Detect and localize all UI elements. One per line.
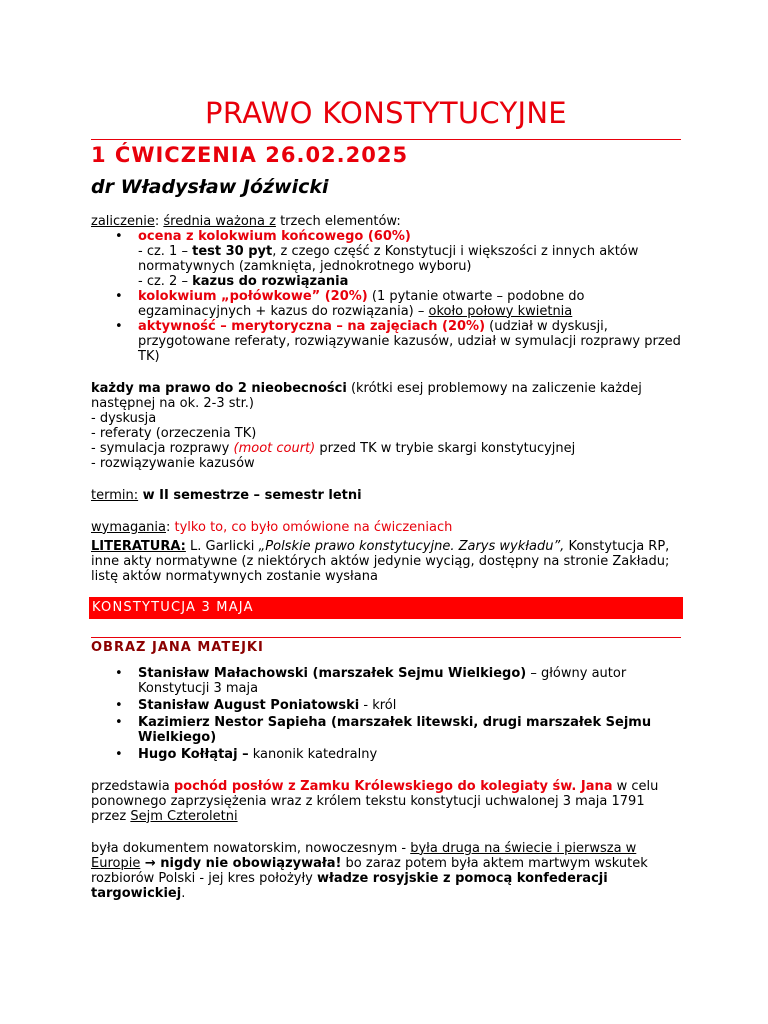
- document-content: [91, 96, 681, 901]
- obraz-list: [91, 666, 681, 762]
- arrow-right-icon: →: [140, 855, 161, 871]
- zaliczenie-list: [91, 229, 681, 364]
- absence-line: - symulacja rozprawy (moot court) przed TK w trybie skargi konstytucyjnej: [91, 440, 576, 456]
- section-heading-cwiczenia: 1 ĆWICZENIA 26.02.2025: [91, 142, 409, 167]
- wymagania-paragraph: wymagania: tylko to, co było omówione na ćwiczeniach: [91, 519, 453, 535]
- list-item-head: aktywność – merytoryczna – na zajęciach (20%): [138, 318, 486, 334]
- list-item: • aktywność – merytoryczna – na zajęciach (20%) (udział w dyskusji, przygotowane referaty, rozwiązywanie kazusów, udział w symulacji rozprawy przed TK): [115, 318, 681, 364]
- title-rule: [91, 139, 681, 140]
- section-rule: [91, 637, 681, 638]
- list-item: • Hugo Kołłątaj – kanonik katedralny: [115, 746, 378, 762]
- list-item: • Kazimierz Nestor Sapieha (marszałek litewski, drugi marszałek Sejmu Wielkiego): [115, 714, 652, 745]
- absence-line: - rozwiązywanie kazusów: [91, 455, 255, 471]
- bullet-icon: •: [115, 714, 123, 730]
- matejko-description: przedstawia pochód posłów z Zamku Królewskiego do kolegiaty św. Jana w celu ponownego zaprzysiężenia wraz z królem tekstu konstytucji uchwalonej 3 maja 1791 przez Sejm Czteroletni: [91, 778, 659, 824]
- literatura-paragraph: LITERATURA: L. Garlicki „Polskie prawo konstytucyjne. Zarys wykładu”, Konstytucja RP, inne akty normatywne (z niektórych aktów jedynie wyciąg, dostępny na stronie Zakładu; listę aktów normatywnych zostanie wysłana: [91, 538, 670, 584]
- absence-line: - dyskusja: [91, 410, 157, 426]
- termin-paragraph: termin: w II semestrze – semestr letni: [91, 487, 362, 503]
- bullet-icon: •: [115, 228, 123, 244]
- bullet-icon: •: [115, 288, 123, 304]
- bullet-icon: •: [115, 318, 123, 334]
- zaliczenie-paragraph: zaliczenie: średnia ważona z trzech elementów:: [91, 213, 401, 229]
- bullet-icon: •: [115, 697, 123, 713]
- constitution-description: była dokumentem nowatorskim, nowoczesnym - była druga na świecie i pierwsza w Europie → nigdy nie obowiązywała! bo zaraz potem była aktem martwym wskutek rozbiorów Polski - jej kres położyły władze rosyjskie z pomocą konfederacji targowickiej.: [91, 840, 648, 901]
- weighted-average: średnia ważona z: [163, 213, 276, 229]
- zaliczenie-label: zaliczenie: [91, 213, 155, 229]
- lecturer-name: dr Władysław Jóźwicki: [91, 176, 329, 199]
- list-item-head: ocena z kolokwium końcowego (60%): [138, 228, 411, 244]
- list-item-head: kolokwium „połówkowe” (20%): [138, 288, 368, 304]
- absence-line: - referaty (orzeczenia TK): [91, 425, 257, 441]
- wymagania-label: wymagania: [91, 519, 166, 535]
- literatura-label: LITERATURA:: [91, 538, 186, 554]
- bullet-icon: •: [115, 746, 123, 762]
- list-item: • Stanisław August Poniatowski - król: [115, 697, 397, 713]
- absence-paragraph: każdy ma prawo do 2 nieobecności (krótki esej problemowy na zaliczenie każdej następnej na ok. 2-3 str.): [91, 380, 642, 411]
- list-item: • Stanisław Małachowski (marszałek Sejmu Wielkiego) – główny autor Konstytucji 3 maja: [115, 665, 627, 696]
- termin-label: termin:: [91, 487, 139, 503]
- section-banner: KONSTYTUCJA 3 MAJA: [89, 597, 683, 619]
- document-title: PRAWO KONSTYTUCYJNE: [205, 96, 567, 130]
- bullet-icon: •: [115, 665, 123, 681]
- obraz-heading: OBRAZ JANA MATEJKI: [91, 639, 264, 655]
- list-item: • kolokwium „połówkowe” (20%) (1 pytanie otwarte – podobne do egzaminacyjnych + kazus do rozwiązania) – około połowy kwietnia: [115, 288, 585, 319]
- list-item: • ocena z kolokwium końcowego (60%) - cz. 1 – test 30 pyt, z czego część z Konstytucji i większości z innych aktów normatywnych (zamknięta, jednokrotnego wyboru) - cz. 2 – kazus do rozwiązania: [115, 228, 639, 289]
